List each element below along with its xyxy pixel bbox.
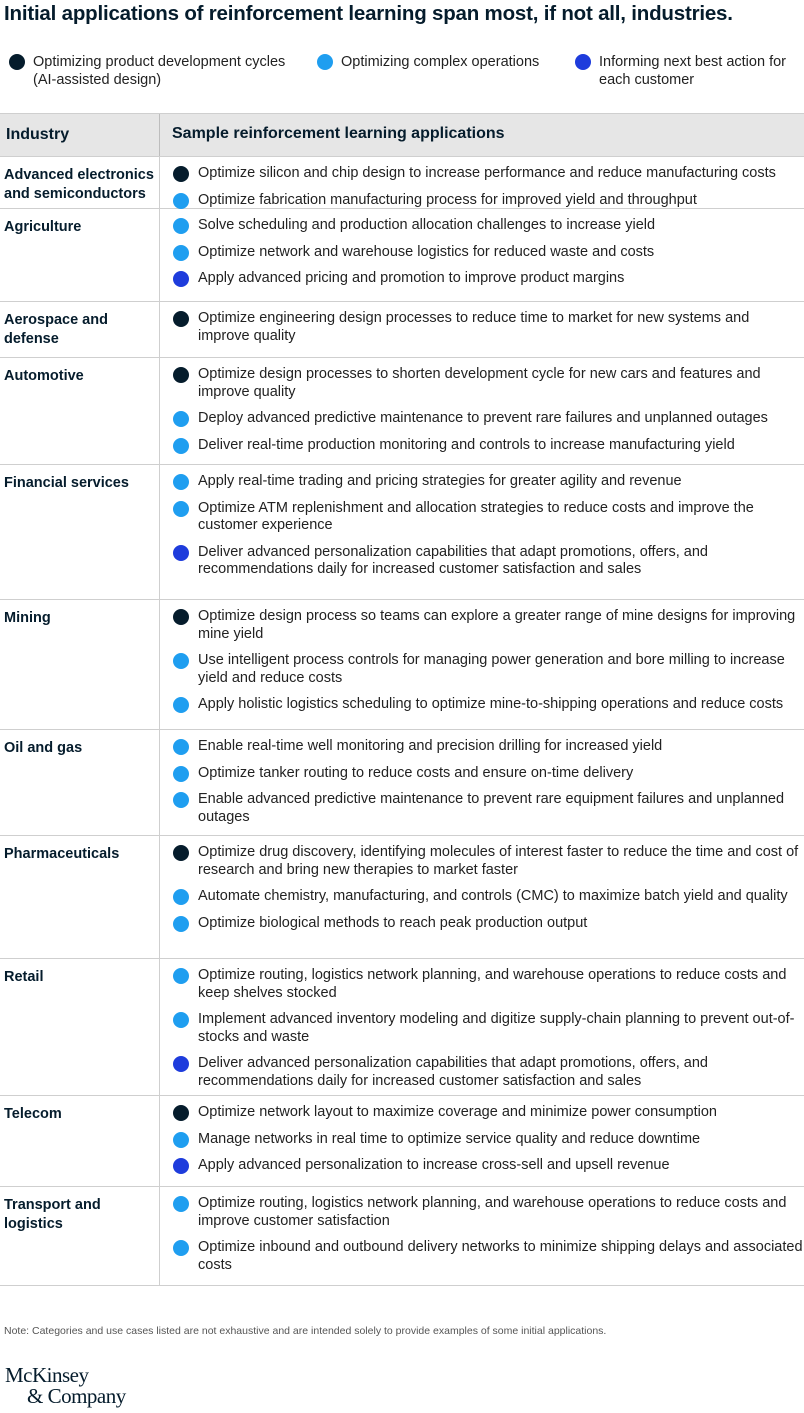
industry-cell: Pharmaceuticals [0,836,160,958]
application-item [173,1131,804,1149]
light-blue-circle-icon [173,792,189,808]
blue-circle-icon [575,54,591,70]
application-item [173,888,804,906]
legend-label: Informing next best action for each customer [599,54,786,88]
application-text: Optimize design process so teams can explore a greater range of mine designs for improving mine yield [198,608,796,642]
application-item [173,1104,804,1122]
industry-cell: Telecom [0,1096,160,1186]
application-text: Manage networks in real time to optimize service quality and reduce downtime [198,1130,701,1147]
dark-circle-icon [173,1105,189,1121]
applications-cell [160,600,804,729]
application-text: Optimize fabrication manufacturing process for improved yield and throughput [198,191,697,208]
application-text: Optimize routing, logistics network planning, and warehouse operations to reduce costs and improve customer satisfaction [198,1195,787,1229]
table-row [0,209,804,302]
table-header [0,113,804,157]
applications-cell [160,358,804,464]
application-item [173,765,804,783]
application-item [173,1011,804,1046]
header-industry: Industry [0,114,160,156]
industry-cell: Transport and logistics [0,1187,160,1285]
application-text: Deliver advanced personalization capabilities that adapt promotions, offers, and recommendations daily for increased customer satisfaction and sales [198,1055,708,1089]
light-blue-circle-icon [173,218,189,234]
applications-table [0,113,804,1286]
application-text: Apply real-time trading and pricing strategies for greater agility and revenue [198,473,682,489]
application-item [173,915,804,933]
industry-cell: Aerospace and defense [0,302,160,357]
application-text: Enable advanced predictive maintenance to prevent rare equipment failures and unplanned outages [198,791,785,825]
application-text: Optimize design processes to shorten development cycle for new cars and features and improve quality [198,366,761,400]
light-blue-circle-icon [173,739,189,755]
dark-circle-icon [173,311,189,327]
table-row [0,959,804,1096]
application-item [173,791,804,826]
industry-cell: Oil and gas [0,730,160,835]
table-body [0,157,804,1286]
applications-cell [160,836,804,958]
application-item [173,310,804,345]
application-text: Apply holistic logistics scheduling to optimize mine-to-shipping operations and reduce costs [198,696,784,712]
application-item [173,544,804,579]
application-text: Optimize tanker routing to reduce costs and ensure on-time delivery [198,764,634,781]
dark-circle-icon [173,609,189,625]
application-text: Optimize ATM replenishment and allocation strategies to reduce costs and improve the customer experience [198,499,754,533]
applications-cell [160,465,804,599]
light-blue-circle-icon [173,697,189,713]
application-text: Automate chemistry, manufacturing, and controls (CMC) to maximize batch yield and quality [198,888,788,904]
application-item [173,1239,804,1274]
light-blue-circle-icon [173,766,189,782]
application-text: Apply advanced pricing and promotion to improve product margins [198,270,625,286]
light-blue-circle-icon [173,474,189,490]
industry-cell: Automotive [0,358,160,464]
legend-item-ops [317,53,567,71]
application-item [173,217,804,235]
light-blue-circle-icon [173,968,189,984]
table-row [0,157,804,209]
table-row [0,465,804,600]
industry-cell: Agriculture [0,209,160,301]
application-item [173,652,804,687]
application-item [173,844,804,879]
legend-item-nba [575,53,800,89]
logo-line-1: McKinsey [5,1363,89,1387]
mckinsey-logo [3,1365,126,1407]
industry-cell: Retail [0,959,160,1095]
application-item [173,500,804,535]
applications-cell [160,959,804,1095]
light-blue-circle-icon [173,411,189,427]
application-item [173,165,804,183]
application-text: Use intelligent process controls for managing power generation and bore milling to increase yield and reduce costs [198,652,785,686]
application-item [173,608,804,643]
industry-cell: Mining [0,600,160,729]
table-row [0,836,804,959]
legend-label: Optimizing complex operations [341,54,540,70]
application-text: Deploy advanced predictive maintenance to prevent rare failures and unplanned outages [198,410,768,426]
table-row [0,1096,804,1187]
application-item [173,192,804,210]
applications-cell [160,302,804,357]
legend-label: Optimizing product development cycles (AI-assisted design) [33,54,286,88]
light-blue-circle-icon [173,653,189,669]
light-blue-circle-icon [173,438,189,454]
logo-line-2: & Company [27,1384,126,1408]
industry-cell: Financial services [0,465,160,599]
application-text: Solve scheduling and production allocation challenges to increase yield [198,217,656,233]
table-row [0,1187,804,1286]
table-row [0,730,804,836]
dark-circle-icon [173,367,189,383]
table-row [0,600,804,730]
light-blue-circle-icon [317,54,333,70]
application-text: Optimize network layout to maximize coverage and minimize power consumption [198,1104,717,1120]
applications-cell [160,1187,804,1285]
application-text: Deliver real-time production monitoring and controls to increase manufacturing yield [198,436,735,453]
application-text: Optimize inbound and outbound delivery networks to minimize shipping delays and associated costs [198,1239,803,1273]
application-text: Optimize routing, logistics network planning, and warehouse operations to reduce costs and keep shelves stocked [198,967,787,1001]
light-blue-circle-icon [173,1196,189,1212]
light-blue-circle-icon [173,501,189,517]
application-text: Enable real-time well monitoring and precision drilling for increased yield [198,738,663,754]
application-item [173,1195,804,1230]
application-text: Optimize biological methods to reach peak production output [198,914,588,931]
table-row [0,358,804,465]
application-text: Deliver advanced personalization capabilities that adapt promotions, offers, and recommendations daily for increased customer satisfaction and sales [198,543,708,577]
application-item [173,366,804,401]
applications-cell [160,157,804,208]
application-item [173,270,804,288]
application-text: Implement advanced inventory modeling and digitize supply-chain planning to prevent out-of-stocks and waste [198,1011,795,1045]
header-applications: Sample reinforcement learning applications [172,125,505,142]
application-text: Optimize drug discovery, identifying molecules of interest faster to reduce the time and cost of research and bring new therapies to market faster [198,844,799,878]
application-item [173,1157,804,1175]
application-text: Optimize network and warehouse logistics for reduced waste and costs [198,243,655,260]
application-item [173,473,804,491]
footnote: Note: Categories and use cases listed are not exhaustive and are intended solely to provide examples of some initial applications. [4,1325,607,1337]
blue-circle-icon [173,1056,189,1072]
page-title: Initial applications of reinforcement learning span most, if not all, industries. [4,2,733,25]
light-blue-circle-icon [173,1132,189,1148]
dark-circle-icon [173,166,189,182]
application-text: Optimize silicon and chip design to increase performance and reduce manufacturing costs [198,165,776,181]
industry-cell: Advanced electronics and semiconductors [0,157,160,208]
application-text: Optimize engineering design processes to reduce time to market for new systems and improve quality [198,310,750,344]
light-blue-circle-icon [173,1240,189,1256]
table-row [0,302,804,358]
light-blue-circle-icon [173,245,189,261]
application-item [173,410,804,428]
dark-circle-icon [9,54,25,70]
application-item [173,967,804,1002]
light-blue-circle-icon [173,916,189,932]
applications-cell [160,209,804,301]
blue-circle-icon [173,1158,189,1174]
applications-cell [160,730,804,835]
legend [0,53,804,93]
legend-item-dev [9,53,309,89]
light-blue-circle-icon [173,193,189,209]
applications-cell [160,1096,804,1186]
application-item [173,437,804,455]
blue-circle-icon [173,271,189,287]
application-text: Apply advanced personalization to increase cross-sell and upsell revenue [198,1157,670,1173]
dark-circle-icon [173,845,189,861]
application-item [173,738,804,756]
blue-circle-icon [173,545,189,561]
application-item [173,1055,804,1090]
light-blue-circle-icon [173,1012,189,1028]
application-item [173,696,804,714]
application-item [173,244,804,262]
light-blue-circle-icon [173,889,189,905]
